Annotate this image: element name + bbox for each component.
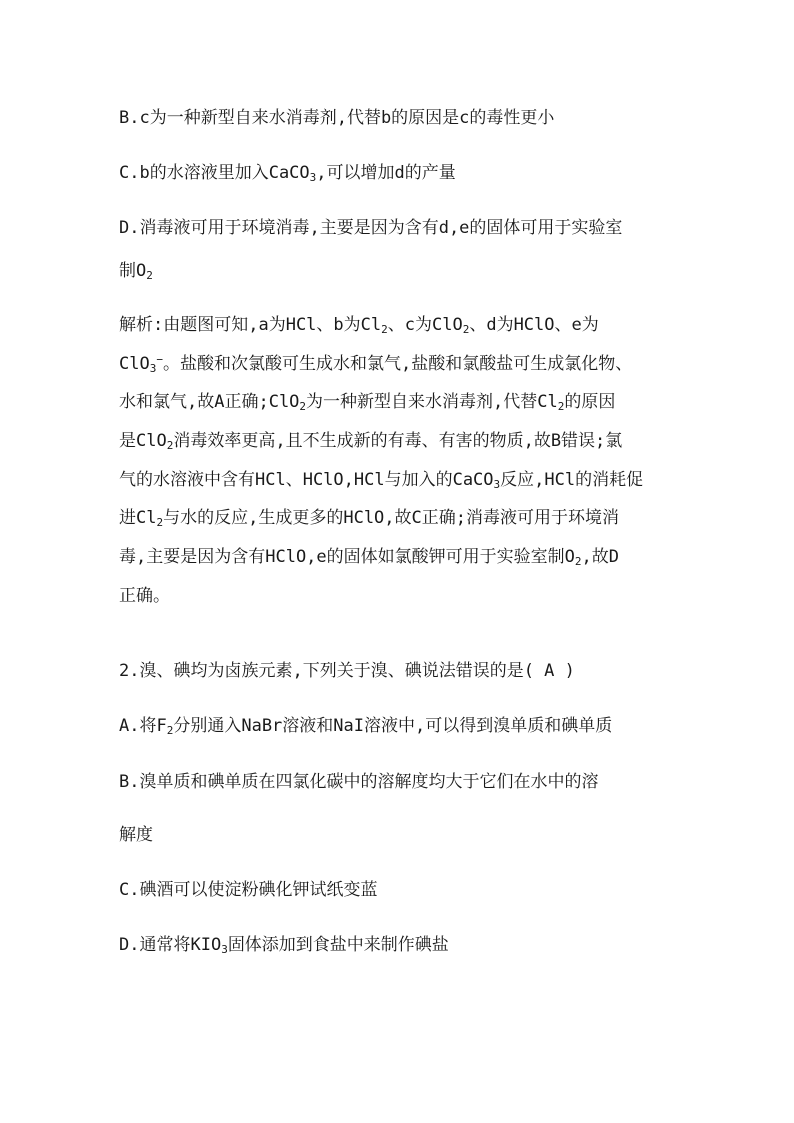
q2-option-d: D.通常将$KIO_3$固体添加到食盐中来制作碘盐	[119, 935, 449, 956]
analysis-line-7: 毒,主要是因为含有HClO,e的固体如氯酸钾可用于实验室制$O_2$,故D	[119, 547, 619, 568]
analysis-line-8: 正确。	[119, 586, 170, 606]
q2-option-c: C.碘酒可以使淀粉碘化钾试纸变蓝	[119, 880, 378, 900]
analysis-line-4: 是ClO$_2$消毒效率更高,且不生成新的有毒、有害的物质,故B错误;氯	[119, 431, 623, 452]
q1-option-d-line2: 制$O_2$	[119, 261, 153, 282]
analysis-line-2: ClO$_3$−。盐酸和次氯酸可生成水和氯气,盐酸和氯酸盐可生成氯化物、	[119, 353, 633, 375]
q1-option-c: C.b的水溶液里加入CaCO$_3$,可以增加d的产量	[119, 163, 456, 184]
q1-option-d-line1: D.消毒液可用于环境消毒,主要是因为含有d,e的固体可用于实验室	[119, 218, 623, 238]
analysis-line-3: 水和氯气,故A正确;ClO$_2$为一种新型自来水消毒剂,代替$Cl_2$的原因	[119, 392, 616, 413]
q2-option-b-line2: 解度	[119, 825, 153, 845]
q2-option-a: A.将$F_2$分别通入NaBr溶液和NaI溶液中,可以得到溴单质和碘单质	[119, 716, 613, 737]
q1-option-b: B.c为一种新型自来水消毒剂,代替b的原因是c的毒性更小	[119, 108, 555, 128]
analysis-line-5: 气的水溶液中含有HCl、HClO,HCl与加入的CaCO$_3$反应,HCl的消耗促	[119, 470, 644, 491]
analysis-line-6: 进$Cl_2$与水的反应,生成更多的HClO,故C正确;消毒液可用于环境消	[119, 508, 619, 529]
analysis-line-1: 解析:由题图可知,a为HCl、b为$Cl_2$、c为ClO$_2$、d为HClO、e为	[119, 315, 599, 336]
q2-stem: 2.溴、碘均为卤族元素,下列关于溴、碘说法错误的是( A )	[119, 661, 575, 681]
q2-option-b-line1: B.溴单质和碘单质在四氯化碳中的溶解度均大于它们在水中的溶	[119, 772, 599, 792]
